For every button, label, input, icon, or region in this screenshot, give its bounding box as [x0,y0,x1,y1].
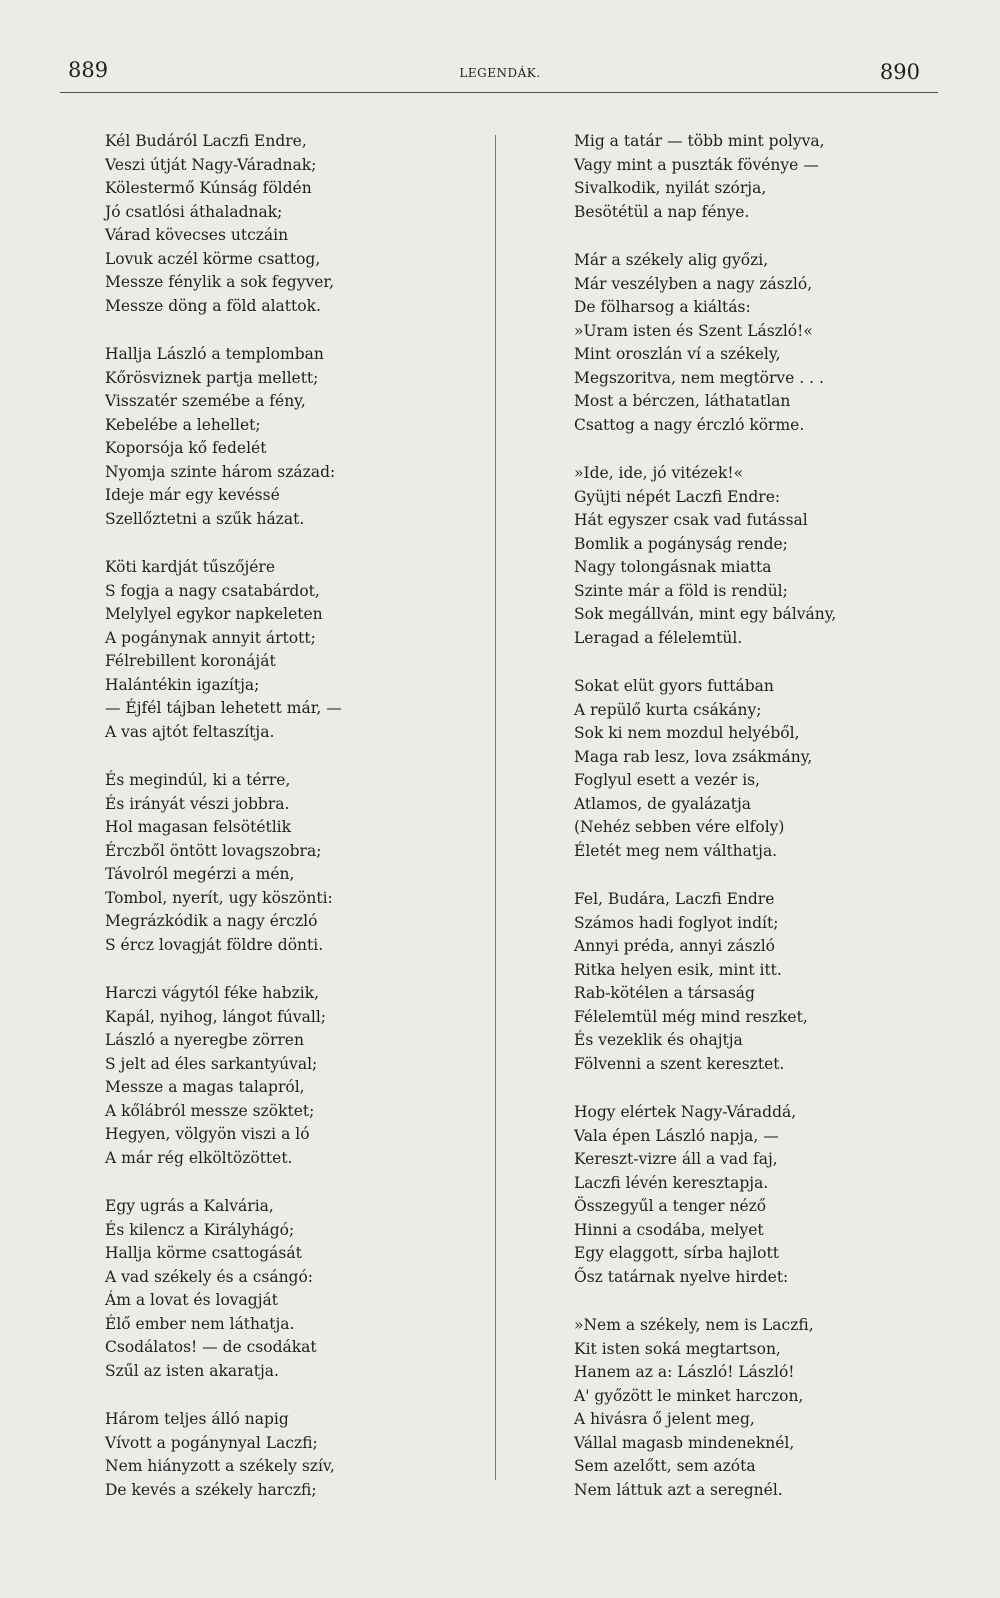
verse-line: De fölharsog a kiáltás: [574,298,751,316]
verse-line: Élő ember nem láthatja. [105,1314,295,1333]
verse-line: — Éjfél tájban lehetett már, — [105,699,342,717]
verse-line: Távolról megérzi a mén, [105,865,295,883]
verse-line: Hanem az a: László! László! [574,1363,795,1381]
verse-line: Tombol, nyerít, ugy köszönti: [105,888,333,907]
verse-line: »Uram isten és Szent László!« [574,321,813,340]
header-rule [60,92,938,93]
verse-line: A hivásra ő jelent meg, [574,1410,755,1428]
verse-line: Mig a tatár — több mint polyva, [574,132,825,150]
column-divider [495,135,496,1480]
verse-line: A vad székely és a csángó: [105,1267,314,1286]
verse-line: Melylyel egykor napkeleten [105,605,323,623]
verse-line: Kebelébe a lehellet; [105,415,261,434]
verse-line: A pogánynak annyit ártott; [105,628,316,647]
verse-line: Gyüjti népét Laczfi Endre: [574,487,781,506]
verse-line: Visszatér szemébe a fény, [105,392,306,410]
verse-line: (Nehéz sebben vére elfoly) [574,818,785,836]
verse-line: Csattog a nagy érczló körme. [574,415,805,434]
verse-line: Most a bérczen, láthatatlan [574,392,791,410]
verse-line: Kereszt-vizre áll a vad faj, [574,1150,778,1168]
stanza [105,343,485,531]
verse-line: És megindúl, ki a térre, [105,771,291,789]
verse-line: Bomlik a pogányság rende; [574,534,788,553]
verse-line: Ritka helyen esik, mint itt. [574,960,782,979]
verse-line: Jó csatlósi áthaladnak; [105,202,283,221]
verse-line: Várad kövecses utczáin [105,226,289,244]
verse-line: Ideje már egy kevéssé [105,486,280,504]
stanza [574,462,954,650]
stanza [574,130,954,224]
verse-line: Ősz tatárnak nyelve hirdet: [574,1267,789,1286]
verse-line: Megrázkódik a nagy érczló [105,912,318,930]
verse-line: Sem azelőtt, sem azóta [574,1457,756,1475]
verse-line: Csodálatos! — de csodákat [105,1338,317,1356]
verse-line: Messze fénylik a sok fegyver, [105,273,335,291]
verse-line: A vas ajtót feltaszítja. [105,722,275,741]
stanza [105,982,485,1170]
verse-line: Rab-kötélen a társaság [574,984,755,1002]
verse-line: »Ide, ide, jó vitézek!« [574,464,744,482]
verse-line: Sokat elüt gyors futtában [574,677,774,695]
verse-line: Besötétül a nap fénye. [574,202,750,221]
verse-line: Kölestermő Kúnság földén [105,179,312,197]
verse-line: Számos hadi foglyot indít; [574,913,779,932]
verse-line: Annyi préda, annyi zászló [574,937,775,955]
verse-line: Laczfi lévén keresztapja. [574,1173,769,1192]
verse-line: De kevés a székely harczfi; [105,1480,317,1499]
verse-line: Vállal magasb mindeneknél, [574,1433,795,1452]
verse-line: A' győzött le minket harczon, [574,1386,804,1405]
verse-line: Vívott a pogánynyal Laczfi; [105,1433,318,1452]
stanza [105,556,485,744]
verse-line: Messze döng a föld alattok. [105,296,321,315]
stanza [105,1195,485,1383]
verse-line: Hinni a csodába, melyet [574,1220,764,1239]
verse-line: Hegyen, völgyön viszi a ló [105,1125,310,1143]
verse-line: Fölvenni a szent keresztet. [574,1054,785,1073]
right-column [574,130,954,1527]
verse-line: Már veszélyben a nagy zászló, [574,274,813,293]
verse-line: S ércz lovagját földre dönti. [105,935,324,954]
verse-line: Nem hiányzott a székely szív, [105,1457,335,1475]
verse-line: Veszi útját Nagy-Váradnak; [105,155,317,174]
verse-line: László a nyeregbe zörren [105,1031,304,1049]
verse-line: Atlamos, de gyalázatja [574,794,752,813]
verse-line: Kél Budáról Laczfi Endre, [105,132,307,150]
verse-line: Koporsója kő fedelét [105,439,267,457]
verse-line: Harczi vágytól féke habzik, [105,984,320,1002]
verse-line: És irányát vészi jobbra. [105,794,290,813]
verse-line: Sivalkodik, nyilát szórja, [574,179,767,197]
verse-line: Szűl az isten akaratja. [105,1361,279,1380]
verse-line: És kilencz a Királyhágó; [105,1220,295,1239]
verse-line: Kapál, nyihog, lángot fúvall; [105,1007,327,1026]
page-number-right: 890 [879,60,920,84]
verse-line: Kit isten soká megtartson, [574,1339,781,1358]
verse-line: S jelt ad éles sarkantyúval; [105,1054,318,1073]
verse-line: Egy ugrás a Kalvária, [105,1197,274,1215]
verse-line: Sok ki nem mozdul helyéből, [574,724,800,742]
verse-line: Leragad a félelemtül. [574,628,743,647]
verse-line: Megszoritva, nem megtörve . . . [574,368,824,387]
verse-line: Sok megállván, mint egy bálvány, [574,605,837,623]
verse-line: Nem láttuk azt a seregnél. [574,1480,783,1499]
verse-line: Lovuk aczél körme csattog, [105,249,321,268]
stanza [105,1408,485,1502]
stanza [574,249,954,437]
verse-line: Kőrösviznek partja mellett; [105,368,319,387]
verse-line: Hol magasan felsötétlik [105,818,292,836]
verse-line: A már rég elköltözöttet. [105,1148,293,1167]
left-column [105,130,485,1527]
stanza [105,130,485,318]
stanza [574,888,954,1076]
verse-line: Összegyűl a tenger néző [574,1197,767,1215]
verse-line: Vala épen László napja, — [574,1126,779,1145]
stanza [574,1314,954,1502]
verse-line: S fogja a nagy csatabárdot, [105,581,320,600]
verse-line: Egy elaggott, sírba hajlott [574,1244,779,1262]
verse-line: Nagy tolongásnak miatta [574,558,772,576]
verse-line: Foglyul esett a vezér is, [574,771,761,789]
verse-line: »Nem a székely, nem is Laczfi, [574,1316,814,1334]
verse-line: Három teljes álló napig [105,1410,289,1428]
verse-line: Hallja László a templomban [105,345,324,363]
verse-line: Félelemtül még mind reszket, [574,1007,808,1026]
verse-line: Nyomja szinte három század: [105,462,336,481]
verse-line: A kőlábról messze szöktet; [105,1101,315,1120]
verse-line: Maga rab lesz, lova zsákmány, [574,747,813,766]
verse-line: Már a székely alig győzi, [574,251,769,269]
running-title: LEGENDÁK. [459,66,541,80]
verse-line: Érczből öntött lovagszobra; [105,841,322,860]
verse-line: Hogy elértek Nagy-Váraddá, [574,1103,797,1121]
verse-line: Hát egyszer csak vad futással [574,511,808,529]
verse-line: A repülő kurta csákány; [574,700,762,719]
verse-line: Félrebillent koronáját [105,652,276,670]
page-number-left: 889 [68,58,109,82]
verse-line: Szinte már a föld is rendül; [574,581,788,600]
verse-line: Fel, Budára, Laczfi Endre [574,890,775,908]
verse-line: Halántékin igazítja; [105,675,260,694]
verse-line: Szellőztetni a szűk házat. [105,509,305,528]
verse-line: Hallja körme csattogását [105,1244,302,1262]
stanza [105,769,485,957]
verse-line: Vagy mint a puszták fövénye — [574,155,819,174]
verse-line: És vezeklik és ohajtja [574,1031,743,1049]
verse-line: Mint oroszlán ví a székely, [574,345,781,363]
verse-line: Ám a lovat és lovagját [105,1291,278,1309]
verse-line: Köti kardját tűszőjére [105,558,276,576]
stanza [574,675,954,863]
verse-line: Messze a magas talapról, [105,1078,305,1096]
verse-line: Életét meg nem válthatja. [574,841,778,860]
stanza [574,1101,954,1289]
